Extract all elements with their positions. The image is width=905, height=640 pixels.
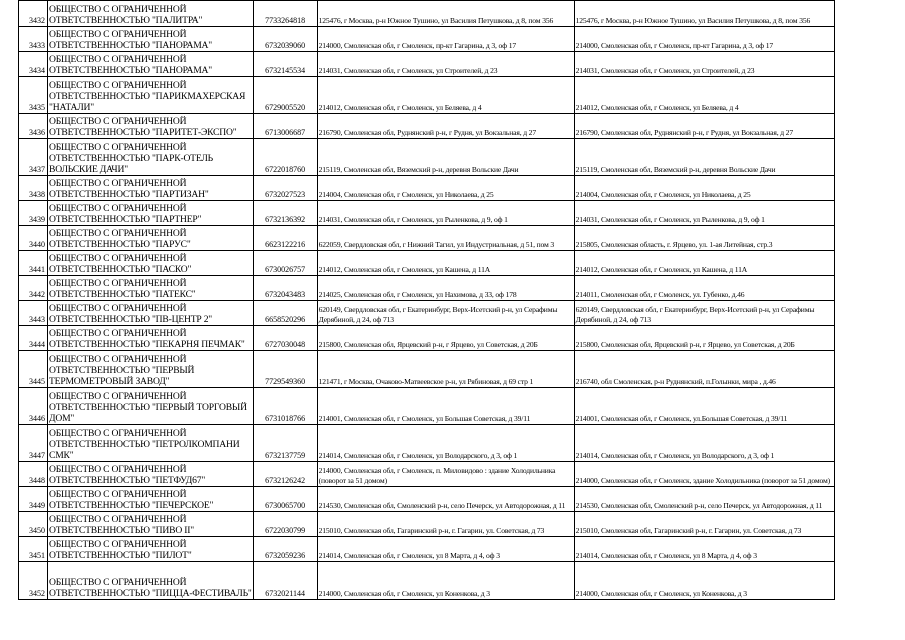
table-row (19, 114, 835, 139)
company-name-line: ОТВЕТСТВЕННОСТЬЮ "ПЕРВЫЙ (49, 365, 195, 376)
company-name-line: ТЕРМОМЕТРОВЫЙ ЗАВОД" (49, 376, 170, 387)
table-row (19, 351, 835, 388)
company-name-line: ОТВЕТСТВЕННОСТЬЮ "ПАРИКМАХЕРСКАЯ (49, 91, 246, 102)
row-number: 3452 (19, 562, 48, 600)
inn-code: 6727030048 (253, 326, 317, 351)
actual-address: 214000, Смоленская обл, г Смоленск, здание Холодильника (поворот за 51 домом) (574, 462, 834, 487)
table-row (19, 77, 835, 114)
legal-address: 214000, Смоленская обл, г Смоленск, п. Миловидово : здание Холодильника (поворот за 51 домом) (317, 462, 574, 487)
row-number: 3444 (19, 326, 48, 351)
company-name (48, 276, 254, 301)
table-row (19, 139, 835, 176)
company-name-line: ОБЩЕСТВО С ОГРАНИЧЕННОЙ (49, 539, 187, 550)
company-name (48, 1, 254, 27)
inn-code: 6732136392 (253, 201, 317, 226)
company-name (48, 487, 254, 512)
inn-code: 6732126242 (253, 462, 317, 487)
company-name-line: СМК" (49, 450, 74, 461)
company-name (48, 27, 254, 52)
company-name (48, 301, 254, 326)
actual-address: 216790, Смоленская обл, Руднянский р-н, г Рудня, ул Вокзальная, д 27 (574, 114, 834, 139)
company-name-line: ОТВЕТСТВЕННОСТЬЮ "ПАСКО" (49, 264, 192, 275)
company-name (48, 226, 254, 251)
company-name (48, 512, 254, 537)
company-name-line: ОТВЕТСТВЕННОСТЬЮ "ПИВО II" (49, 525, 194, 536)
company-name-line: ОБЩЕСТВО С ОГРАНИЧЕННОЙ (49, 253, 187, 264)
row-number: 3442 (19, 276, 48, 301)
legal-address: 214031, Смоленская обл, г Смоленск, ул Строителей, д 23 (317, 52, 574, 77)
company-name-line: ДОМ" (49, 413, 75, 424)
actual-address: 215800, Смоленская обл, Ярцевский р-н, г Ярцево, ул Советская, д 20Б (574, 326, 834, 351)
company-name-line: ОТВЕТСТВЕННОСТЬЮ "ПАРТНЕР" (49, 214, 202, 225)
table-row (19, 425, 835, 462)
company-name-line: ОТВЕТСТВЕННОСТЬЮ "ПАРУС" (49, 239, 191, 250)
legal-address: 214031, Смоленская обл, г Смоленск, ул Рыленкова, д 9, оф 1 (317, 201, 574, 226)
row-number: 3436 (19, 114, 48, 139)
actual-address: 216740, обл Смоленская, р-н Руднянский, п.Голынки, мира , д.46 (574, 351, 834, 388)
company-name-line: ОТВЕТСТВЕННОСТЬЮ "ПАРК-ОТЕЛЬ (49, 153, 213, 164)
table-row (19, 226, 835, 251)
company-name-line: ОБЩЕСТВО С ОГРАНИЧЕННОЙ (49, 514, 187, 525)
legal-address: 622059, Свердловская обл, г Нижний Тагил, ул Индустриальная, д 51, пом 3 (317, 226, 574, 251)
row-number: 3435 (19, 77, 48, 114)
legal-address: 214012, Смоленская обл, г Смоленск, ул Кашена, д 11А (317, 251, 574, 276)
company-name (48, 562, 254, 600)
company-name (48, 201, 254, 226)
legal-address: 121471, г Москва, Очаково-Матвеевское р-н, ул Рябиновая, д 69 стр 1 (317, 351, 574, 388)
company-name-line: "НАТАЛИ" (49, 102, 94, 113)
table-row (19, 512, 835, 537)
company-name-line: ОТВЕТСТВЕННОСТЬЮ "ПЕТФУД67" (49, 475, 206, 486)
legal-address: 214000, Смоленская обл, г Смоленск, пр-кт Гагарина, д 3, оф 17 (317, 27, 574, 52)
table-row (19, 537, 835, 562)
inn-code: 6730026757 (253, 251, 317, 276)
legal-address: 620149, Свердловская обл, г Екатеринбург, Верх-Исетский р-н, ул Серафимы Дерябиной, д 24, оф 713 (317, 301, 574, 326)
company-name-line: ОТВЕТСТВЕННОСТЬЮ "ПЕЧЕРСКОЕ" (49, 500, 214, 511)
row-number: 3448 (19, 462, 48, 487)
row-number: 3438 (19, 176, 48, 201)
actual-address: 214014, Смоленская обл, г Смоленск, ул 8 Марта, д 4, оф 3 (574, 537, 834, 562)
company-name-line: ОБЩЕСТВО С ОГРАНИЧЕННОЙ (49, 80, 187, 91)
company-name (48, 388, 254, 425)
inn-code: 6732145534 (253, 52, 317, 77)
company-name-line: ОТВЕТСТВЕННОСТЬЮ "ПЕКАРНЯ ПЕЧМАК" (49, 339, 245, 350)
company-name-line: ОБЩЕСТВО С ОГРАНИЧЕННОЙ (49, 278, 187, 289)
actual-address: 214012, Смоленская обл, г Смоленск, ул Беляева, д 4 (574, 77, 834, 114)
table-row (19, 201, 835, 226)
inn-code: 6658520296 (253, 301, 317, 326)
company-name (48, 462, 254, 487)
company-name-line: ОБЩЕСТВО С ОГРАНИЧЕННОЙ (49, 464, 187, 475)
company-name-line: ОБЩЕСТВО С ОГРАНИЧЕННОЙ (49, 203, 187, 214)
legal-address: 215010, Смоленская обл, Гагаринский р-н, г. Гагарин, ул. Советская, д 73 (317, 512, 574, 537)
row-number: 3450 (19, 512, 48, 537)
legal-address: 214001, Смоленская обл, г Смоленск, ул Большая Советская, д 39/11 (317, 388, 574, 425)
company-name-line: ОБЩЕСТВО С ОГРАНИЧЕННОЙ (49, 428, 187, 439)
legal-address: 125476, г Москва, р-н Южное Тушино, ул Василия Петушкова, д 8, пом 356 (317, 1, 574, 27)
actual-address: 215010, Смоленская обл, Гагаринский р-н, г. Гагарин, ул. Советская, д 73 (574, 512, 834, 537)
company-name (48, 52, 254, 77)
company-name-line: ОТВЕТСТВЕННОСТЬЮ "ПАЛИТРА" (49, 15, 203, 26)
actual-address: 214031, Смоленская обл, г Смоленск, ул Рыленкова, д 9, оф 1 (574, 201, 834, 226)
inn-code: 6730065700 (253, 487, 317, 512)
inn-code: 7733264818 (253, 1, 317, 27)
inn-code: 6732043483 (253, 276, 317, 301)
company-name-line: ОТВЕТСТВЕННОСТЬЮ "ПАРИТЕТ-ЭКСПО" (49, 127, 237, 138)
row-number: 3437 (19, 139, 48, 176)
company-name-line: ОТВЕТСТВЕННОСТЬЮ "ПАРТИЗАН" (49, 189, 209, 200)
actual-address: 620149, Свердловская обл, г Екатеринбург, Верх-Исетский р-н, ул Серафимы Дерябиной, д 24, оф 713 (574, 301, 834, 326)
company-name-line: ОТВЕТСТВЕННОСТЬЮ "ПАНОРАМА" (49, 65, 212, 76)
legal-address: 214025, Смоленская обл, г Смоленск, ул Нахимова, д 33, оф 178 (317, 276, 574, 301)
company-name-line: ОБЩЕСТВО С ОГРАНИЧЕННОЙ (49, 328, 187, 339)
actual-address: 215119, Смоленская обл, Вяземский р-н, деревня Вольские Дачи (574, 139, 834, 176)
table-row (19, 462, 835, 487)
company-name-line: ОТВЕТСТВЕННОСТЬЮ "ПИЦЦА-ФЕСТИВАЛЬ" (49, 588, 252, 599)
inn-code: 6623122216 (253, 226, 317, 251)
actual-address: 214011, Смоленская обл, г Смоленск, ул. Губенко, д.46 (574, 276, 834, 301)
table-row (19, 27, 835, 52)
company-name-line: ОТВЕТСТВЕННОСТЬЮ "ПАТЕКС" (49, 289, 196, 300)
company-name (48, 425, 254, 462)
company-name-line: ОТВЕТСТВЕННОСТЬЮ "ПАНОРАМА" (49, 40, 212, 51)
inn-code: 6732039060 (253, 27, 317, 52)
company-name-line: ВОЛЬСКИЕ ДАЧИ" (49, 164, 128, 175)
row-number: 3447 (19, 425, 48, 462)
row-number: 3451 (19, 537, 48, 562)
company-name-line: ОТВЕТСТВЕННОСТЬЮ "ПВ-ЦЕНТР 2" (49, 314, 213, 325)
actual-address: 214014, Смоленская обл, г Смоленск, ул Володарского, д 3, оф 1 (574, 425, 834, 462)
company-name-line: ОТВЕТСТВЕННОСТЬЮ "ПЕТРОЛКОМПАНИ (49, 439, 240, 450)
inn-code: 6732027523 (253, 176, 317, 201)
company-name (48, 139, 254, 176)
company-name-line: ОТВЕТСТВЕННОСТЬЮ "ПЕРВЫЙ ТОРГОВЫЙ (49, 402, 247, 413)
company-name-line: ОБЩЕСТВО С ОГРАНИЧЕННОЙ (49, 54, 187, 65)
company-name-line: ОБЩЕСТВО С ОГРАНИЧЕННОЙ (49, 178, 187, 189)
table-row (19, 52, 835, 77)
legal-address: 214014, Смоленская обл, г Смоленск, ул Володарского, д 3, оф 1 (317, 425, 574, 462)
row-number: 3445 (19, 351, 48, 388)
company-name (48, 77, 254, 114)
table-row (19, 326, 835, 351)
company-name-line: ОБЩЕСТВО С ОГРАНИЧЕННОЙ (49, 391, 187, 402)
company-name-line: ОБЩЕСТВО С ОГРАНИЧЕННОЙ (49, 29, 187, 40)
row-number: 3434 (19, 52, 48, 77)
inn-code: 6713006687 (253, 114, 317, 139)
legal-address: 214012, Смоленская обл, г Смоленск, ул Беляева, д 4 (317, 77, 574, 114)
company-name-line: ОБЩЕСТВО С ОГРАНИЧЕННОЙ (49, 354, 187, 365)
legal-address: 214530, Смоленская обл, Смоленский р-н, село Печерск, ул Автодорожная, д 11 (317, 487, 574, 512)
company-name (48, 114, 254, 139)
inn-code: 6732059236 (253, 537, 317, 562)
table-row (19, 562, 835, 600)
actual-address: 214031, Смоленская обл, г Смоленск, ул Строителей, д 23 (574, 52, 834, 77)
company-name (48, 537, 254, 562)
company-name-line: ОБЩЕСТВО С ОГРАНИЧЕННОЙ (49, 116, 187, 127)
table-row (19, 487, 835, 512)
inn-code: 6732021144 (253, 562, 317, 600)
row-number: 3446 (19, 388, 48, 425)
company-name-line: ОБЩЕСТВО С ОГРАНИЧЕННОЙ (49, 303, 187, 314)
legal-address: 214004, Смоленская обл, г Смоленск, ул Николаева, д 25 (317, 176, 574, 201)
company-name (48, 176, 254, 201)
legal-address: 214000, Смоленская обл, г Смоленск, ул Коненкова, д 3 (317, 562, 574, 600)
company-name-line: ОБЩЕСТВО С ОГРАНИЧЕННОЙ (49, 4, 187, 15)
company-name (48, 251, 254, 276)
inn-code: 6732137759 (253, 425, 317, 462)
legal-address: 216790, Смоленская обл, Руднянский р-н, г Рудня, ул Вокзальная, д 27 (317, 114, 574, 139)
table-row (19, 251, 835, 276)
company-name (48, 351, 254, 388)
actual-address: 214004, Смоленская обл, г Смоленск, ул Николаева, д 25 (574, 176, 834, 201)
row-number: 3449 (19, 487, 48, 512)
row-number: 3443 (19, 301, 48, 326)
row-number: 3433 (19, 27, 48, 52)
row-number: 3441 (19, 251, 48, 276)
inn-code: 6731018766 (253, 388, 317, 425)
company-name-line: ОТВЕТСТВЕННОСТЬЮ "ПИЛОТ" (49, 550, 192, 561)
table-row (19, 388, 835, 425)
actual-address: 214012, Смоленская обл, г Смоленск, ул Кашена, д 11А (574, 251, 834, 276)
actual-address: 214001, Смоленская обл, г Смоленск, ул.Большая Советская, д 39/11 (574, 388, 834, 425)
table-row (19, 1, 835, 27)
legal-address: 215119, Смоленская обл, Вяземский р-н, деревня Вольские Дачи (317, 139, 574, 176)
inn-code: 6722030799 (253, 512, 317, 537)
actual-address: 214000, Смоленская обл, г Смоленск, ул Коненкова, д 3 (574, 562, 834, 600)
table-row (19, 276, 835, 301)
company-name-line: ОБЩЕСТВО С ОГРАНИЧЕННОЙ (49, 577, 187, 588)
company-name-line: ОБЩЕСТВО С ОГРАНИЧЕННОЙ (49, 228, 187, 239)
registry-rows (19, 1, 835, 600)
row-number: 3432 (19, 1, 48, 27)
legal-address: 215800, Смоленская обл, Ярцевский р-н, г Ярцево, ул Советская, д 20Б (317, 326, 574, 351)
table-row (19, 176, 835, 201)
actual-address: 125476, г Москва, р-н Южное Тушино, ул Василия Петушкова, д 8, пом 356 (574, 1, 834, 27)
row-number: 3439 (19, 201, 48, 226)
actual-address: 214000, Смоленская обл, г Смоленск, пр-кт Гагарина, д 3, оф 17 (574, 27, 834, 52)
inn-code: 6729005520 (253, 77, 317, 114)
inn-code: 6722018760 (253, 139, 317, 176)
table-row (19, 301, 835, 326)
row-number: 3440 (19, 226, 48, 251)
company-name-line: ОБЩЕСТВО С ОГРАНИЧЕННОЙ (49, 489, 187, 500)
company-name (48, 326, 254, 351)
registry-table (18, 0, 835, 600)
actual-address: 215805, Смоленская область, г. Ярцево, ул. 1-ая Литейная, стр.3 (574, 226, 834, 251)
actual-address: 214530, Смоленская обл, Смоленский р-н, село Печерск, ул Автодорожная, д 11 (574, 487, 834, 512)
legal-address: 214014, Смоленская обл, г Смоленск, ул 8 Марта, д 4, оф 3 (317, 537, 574, 562)
inn-code: 7729549360 (253, 351, 317, 388)
company-name-line: ОБЩЕСТВО С ОГРАНИЧЕННОЙ (49, 142, 187, 153)
